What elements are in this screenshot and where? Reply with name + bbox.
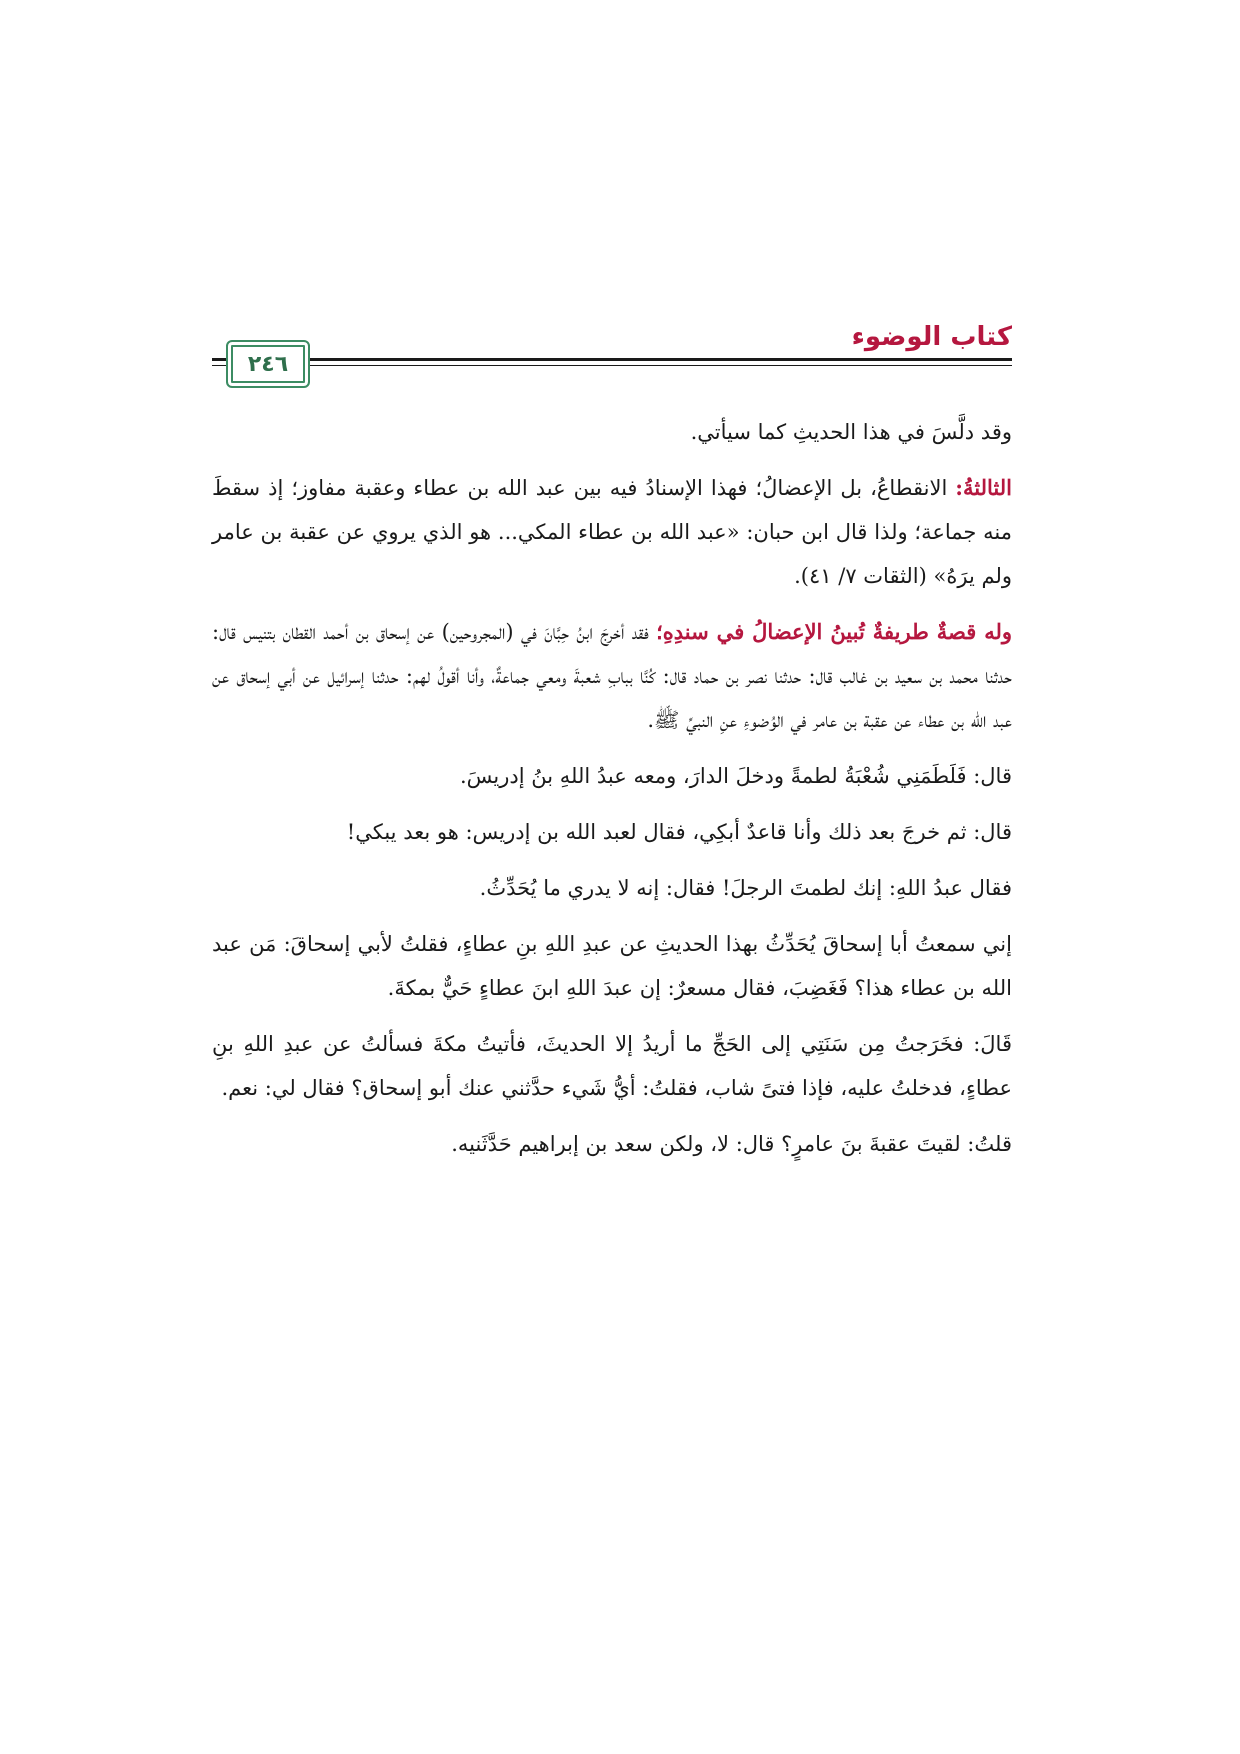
paragraph-text: فقال عبدُ اللهِ: إنك لطمتَ الرجلَ! فقال: إنه لا يدري ما يُحَدِّثُ. [479, 876, 1012, 900]
paragraph-text: قال: فَلَطَمَنِي شُعْبَةُ لطمةً ودخلَ الدارَ، ومعه عبدُ اللهِ بنُ إدريسَ. [459, 764, 1012, 788]
paragraph-3 [212, 610, 1012, 742]
paragraph-9 [212, 1122, 1012, 1166]
paragraph-4 [212, 754, 1012, 798]
paragraph-text: قَالَ: فخَرَجتُ مِن سَنَتِي إلى الحَجِّ ما أريدُ إلا الحديثَ، فأتيتُ مكةَ فسألتُ عن عبدِ اللهِ بنِ عطاءٍ، فدخلتُ عليه، فإذا فتىً شاب، فقلتُ: أيُّ شَيء حدَّثني عنك أبو إسحاق؟ فقال لي: نعم. [212, 1032, 1012, 1100]
section-heading-story: وله قصةٌ طريفةٌ تُبينُ الإعضالُ في سندِهِ؛ [656, 619, 1012, 644]
paragraph-text: إني سمعتُ أبا إسحاقَ يُحَدِّثُ بهذا الحديثِ عن عبدِ اللهِ بنِ عطاءٍ، فقلتُ لأبي إسحاقَ: مَن عبد الله بن عطاء هذا؟ فَغَضِبَ، فقال مسعرٌ: إن عبدَ اللهِ ابنَ عطاءٍ حَيٌّ بمكةَ. [212, 932, 1012, 1000]
paragraph-text: الانقطاعُ، بل الإعضالُ؛ فهذا الإسنادُ فيه بين عبد الله بن عطاء وعقبة مفاوز؛ إذ سقطَ منه جماعة؛ ولذا قال ابن حبان: «عبد الله بن عطاء المكي... هو الذي يروي عن عقبة بن عامر ولم يرَهُ» (الثقات ٧/ ٤١). [212, 476, 1012, 588]
page-body [212, 410, 1012, 1178]
paragraph-2 [212, 466, 1012, 598]
page-number: ٢٤٦ [247, 351, 289, 377]
paragraph-1 [212, 410, 1012, 454]
paragraph-text: فقد أخرجَ ابنُ حِبَّانَ في (المجروحين) عن إسحاق بن أحمد القطان بتنيس قال: حدثنا محمد بن سعيد بن غالب قال: حدثنا نصر بن حماد قال: كُنَّا ببابِ شعبةَ ومعي جماعةٌ، وأنا أقولُ لهم: حدثنا إسرائيل عن أبي إسحاق عن عبد الله بن عطاء عن عقبة بن عامر في الوُضوءِ عنِ النبيِّ ﷺ. [212, 620, 1012, 732]
paragraph-6 [212, 866, 1012, 910]
paragraph-text: قال: ثم خرجَ بعد ذلك وأنا قاعدٌ أبكِي، فقال لعبد الله بن إدريس: هو بعد يبكي! [346, 820, 1012, 844]
paragraph-5 [212, 810, 1012, 854]
header-rule-thick [212, 358, 1012, 361]
paragraph-text: قلتُ: لقيتَ عقبةَ بنَ عامرٍ؟ قال: لا، ولكن سعد بن إبراهيم حَدَّثَنيه. [451, 1132, 1012, 1156]
paragraph-text: وقد دلَّسَ في هذا الحديثِ كما سيأتي. [690, 420, 1012, 444]
page-header [212, 318, 1012, 380]
page-number-frame [226, 340, 310, 388]
book-title: كتاب الوضوء [851, 322, 1012, 352]
section-heading-third: الثالثةُ: [955, 475, 1012, 500]
paragraph-7 [212, 922, 1012, 1010]
paragraph-8 [212, 1022, 1012, 1110]
header-rule-thin [212, 365, 1012, 366]
